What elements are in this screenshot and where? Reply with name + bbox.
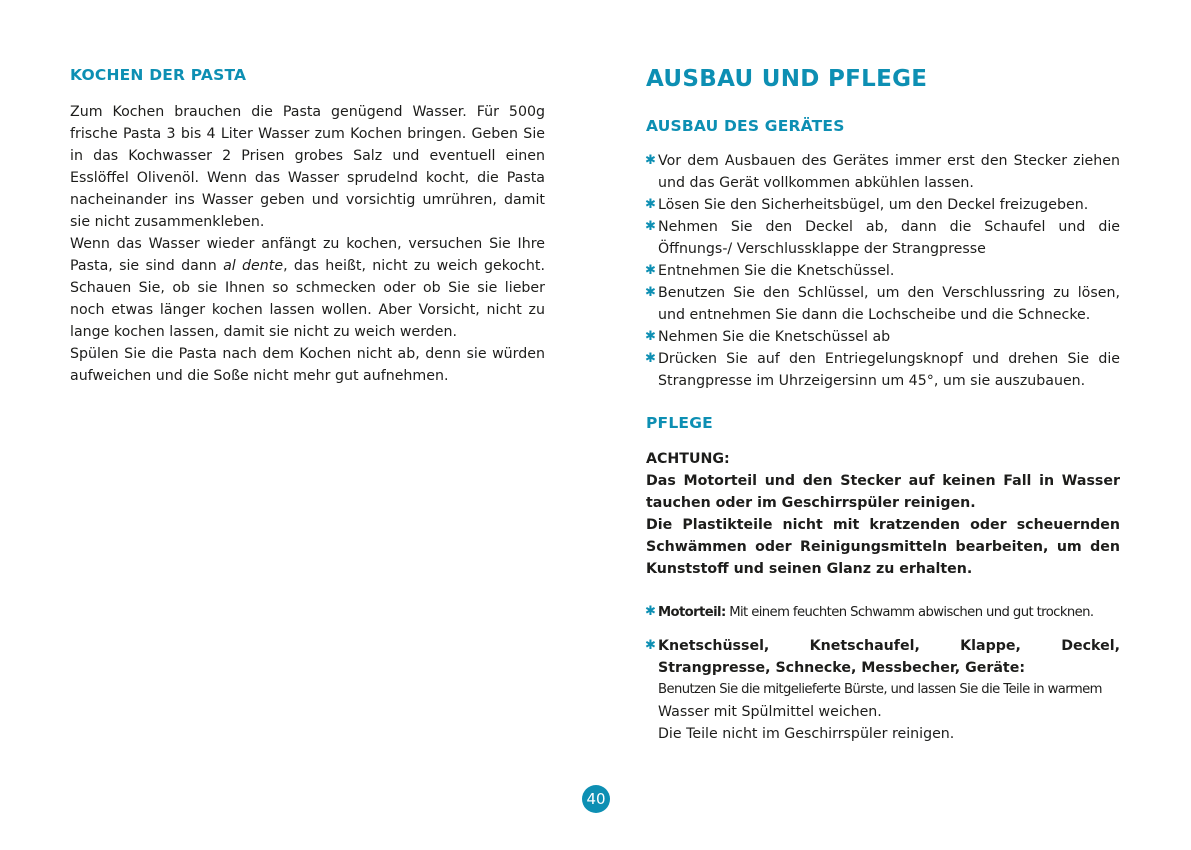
section-heading-pflege: PFLEGE — [646, 414, 713, 432]
care-parts-line-2: Wasser mit Spülmittel weichen. — [658, 704, 882, 720]
care-parts-label: Knetschüssel, Knetschaufel, Klappe, Deckel, Strangpresse, Schnecke, Messbecher, Geräte: — [658, 638, 1120, 676]
kochen-paragraph-3: Spülen Sie die Pasta nach dem Kochen nicht ab, denn sie würden aufweichen und die Soße nicht mehr gut aufnehmen. — [70, 346, 545, 384]
asterisk-icon: ✱ — [645, 604, 656, 619]
list-item: ✱ Nehmen Sie die Knetschüssel ab — [646, 326, 1120, 348]
asterisk-icon: ✱ — [645, 197, 656, 212]
warning-text-1: Das Motorteil und den Stecker auf keinen Fall in Wasser tauchen oder im Geschirrspüler reinigen. — [646, 473, 1120, 511]
list-item: ✱ Vor dem Ausbauen des Gerätes immer erst den Stecker ziehen und das Gerät vollkommen abkühlen lassen. — [646, 150, 1120, 194]
asterisk-icon: ✱ — [645, 329, 656, 344]
kochen-paragraph-1: Zum Kochen brauchen die Pasta genügend Wasser. Für 500g frische Pasta 3 bis 4 Liter Wasser zum Kochen bringen. Geben Sie in das Kochwasser 2 Prisen grobes Salz und eventuell einen Esslöffel Olivenöl. Wenn das Wasser sprudelnd kocht, die Pasta nacheinander ins Wasser geben und vorsichtig umrühren, damit sie nicht zusammenkleben. — [70, 104, 545, 230]
care-parts-line-3: Die Teile nicht im Geschirrspüler reinigen. — [658, 726, 955, 742]
care-item-parts — [646, 635, 1120, 745]
warning-text-2: Die Plastikteile nicht mit kratzenden oder scheuernden Schwämmen oder Reinigungsmitteln bearbeiten, um den Kunststoff und seinen Glanz zu erhalten. — [646, 517, 1120, 577]
kochen-paragraph-2-start: Wenn das Wasser wieder anfängt zu kochen, versuchen Sie Ihre Pasta, sie sind dann — [70, 236, 545, 274]
list-item: ✱ Entnehmen Sie die Knetschüssel. — [646, 260, 1120, 282]
kochen-paragraph-2-end: , das heißt, nicht zu weich gekocht. Schauen Sie, ob sie Ihnen so schmecken oder ob Sie sie lieber noch etwas länger kochen lassen wollen. Aber Vorsicht, nicht zu lange kochen lassen, damit sie nicht zu weich werden. — [70, 258, 545, 340]
section-heading-kochen: KOCHEN DER PASTA — [70, 66, 247, 84]
warning-label: ACHTUNG: — [646, 451, 730, 467]
page-title: AUSBAU UND PFLEGE — [646, 66, 928, 92]
care-parts-line-1: Benutzen Sie die mitgelieferte Bürste, und lassen Sie die Teile in warmem — [658, 682, 1102, 697]
ausbau-steps-list — [646, 150, 1120, 392]
asterisk-icon: ✱ — [645, 351, 656, 366]
asterisk-icon: ✱ — [645, 285, 656, 300]
page-number-badge: 40 — [582, 785, 610, 813]
section-heading-ausbau: AUSBAU DES GERÄTES — [646, 117, 845, 135]
asterisk-icon: ✱ — [645, 219, 656, 234]
asterisk-icon: ✱ — [645, 263, 656, 278]
list-item: ✱ Benutzen Sie den Schlüssel, um den Verschlussring zu lösen, und entnehmen Sie dann die Lochscheibe und die Schnecke. — [646, 282, 1120, 326]
list-item: ✱ Drücken Sie auf den Entriegelungsknopf und drehen Sie die Strangpresse im Uhrzeigersinn um 45°, um sie auszubauen. — [646, 348, 1120, 392]
warning-block — [646, 448, 1120, 580]
care-motorteil-text: Mit einem feuchten Schwamm abwischen und gut trocknen. — [725, 605, 1094, 620]
list-item: ✱ Nehmen Sie den Deckel ab, dann die Schaufel und die Öffnungs-/ Verschlussklappe der Strangpresse — [646, 216, 1120, 260]
asterisk-icon: ✱ — [645, 638, 656, 653]
care-motorteil-label: Motorteil: — [658, 605, 726, 620]
kochen-paragraph-2 — [70, 233, 545, 343]
list-item: ✱ Lösen Sie den Sicherheitsbügel, um den Deckel freizugeben. — [646, 194, 1120, 216]
al-dente-italic: al dente — [223, 258, 284, 274]
care-item-motorteil — [646, 601, 1120, 624]
kochen-text — [70, 101, 545, 387]
asterisk-icon: ✱ — [645, 153, 656, 168]
